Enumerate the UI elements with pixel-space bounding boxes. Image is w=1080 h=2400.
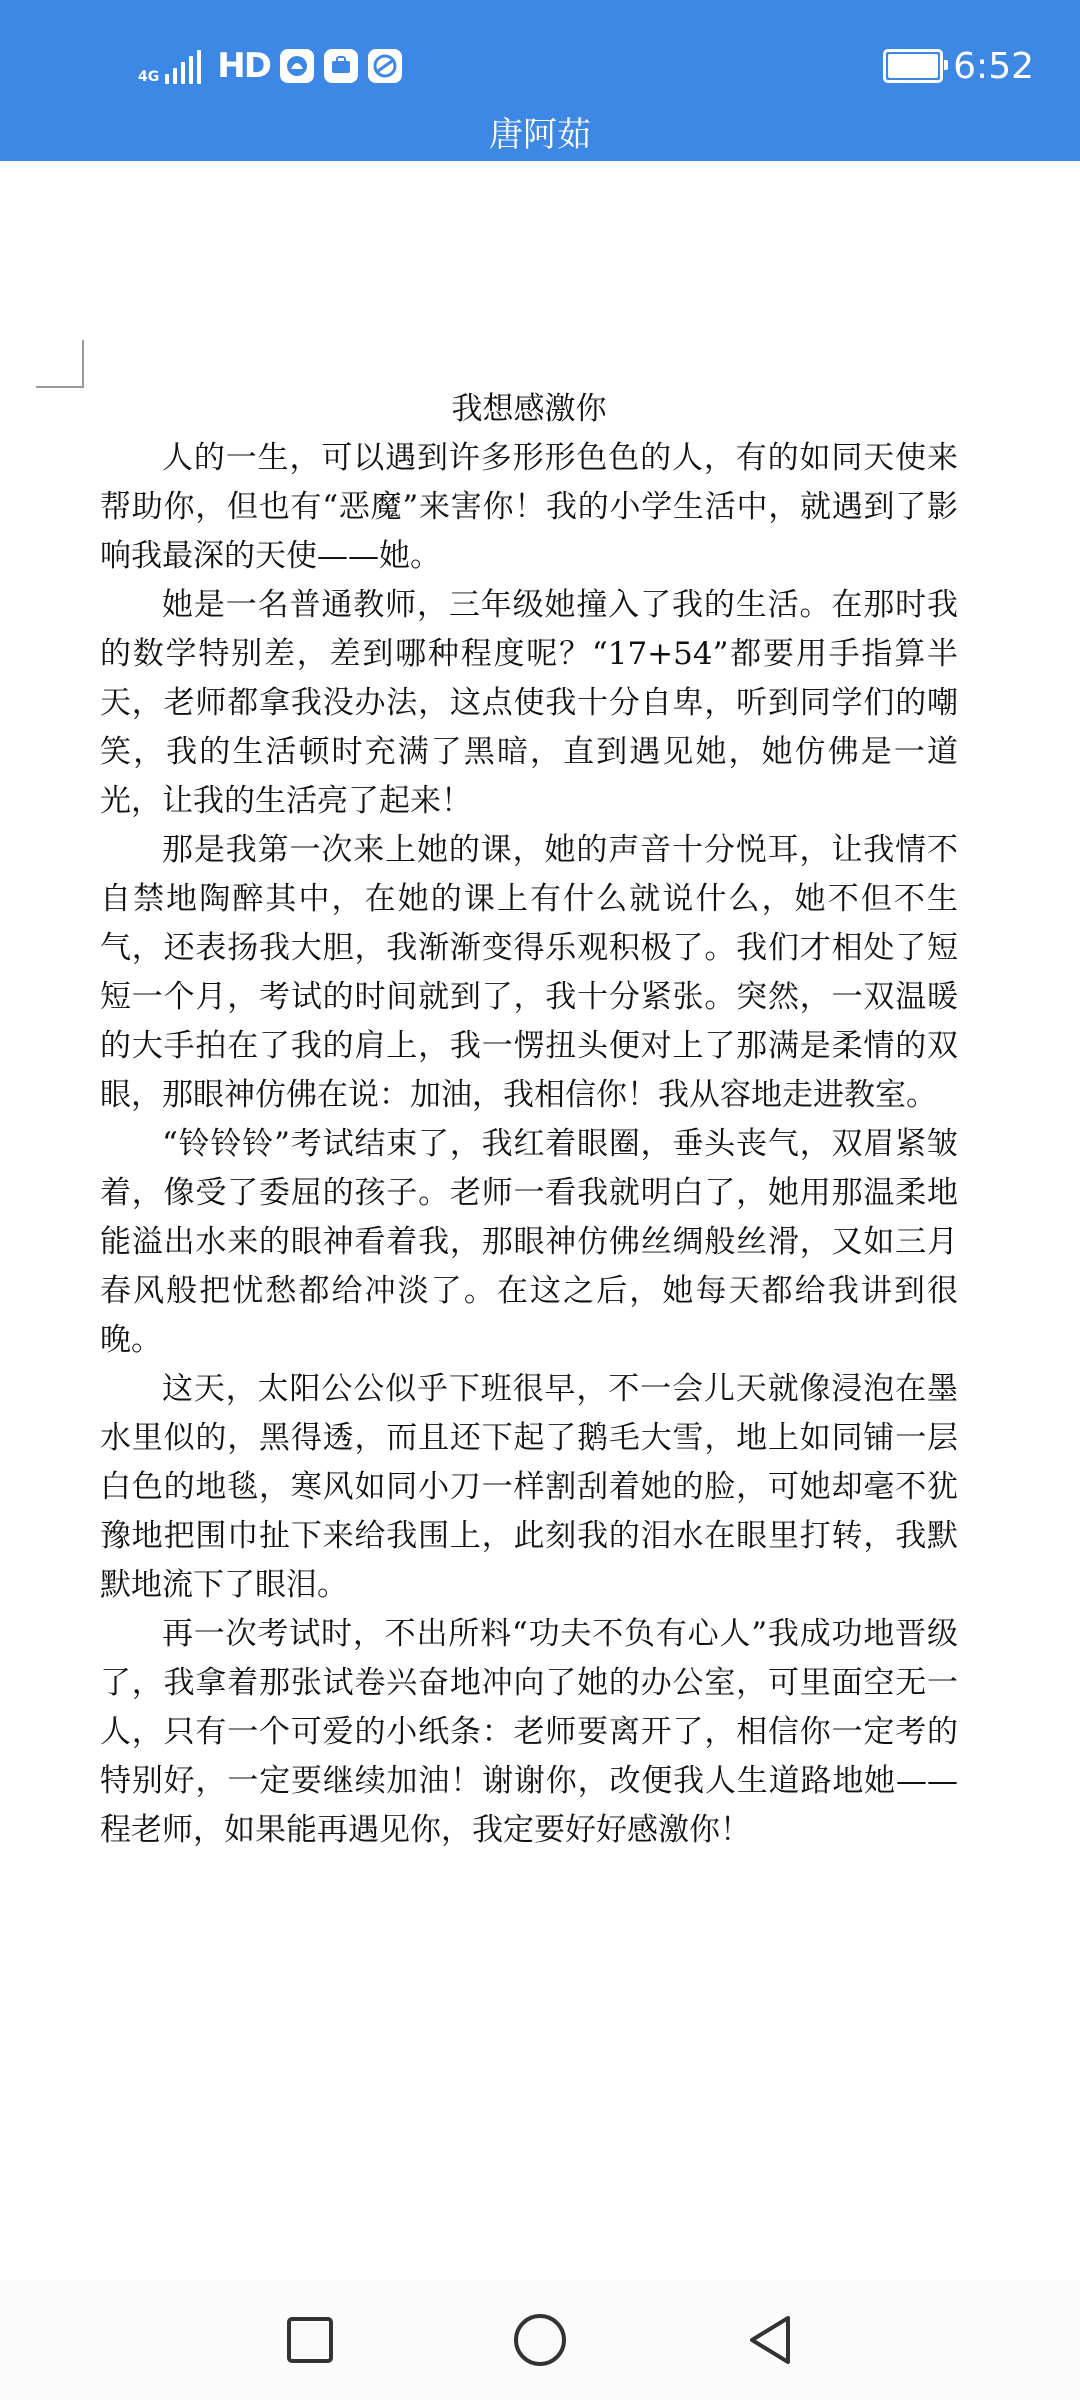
status-bar-right: [883, 44, 1034, 88]
system-navigation-bar: [0, 2280, 1080, 2400]
battery-icon: [883, 49, 943, 83]
document-paragraph: 人的一生，可以遇到许多形形色色的人，有的如同天使来帮助你，但也有“恶魔”来害你！我的小学生活中，就遇到了影响我最深的天使——她。: [100, 440, 958, 574]
circle-icon: [512, 2312, 568, 2368]
document-paragraph: 这天，太阳公公似乎下班很早，不一会儿天就像浸泡在墨水里似的，黑得透，而且还下起了鹅毛大雪，地上如同铺一层白色的地毯，寒风如同小刀一样割刮着她的脸，可她却毫不犹豫地把围巾扯下来给我围上，此刻我的泪水在眼里打转，我默默地流下了眼泪。: [100, 1371, 958, 1603]
status-bar-left: [138, 44, 402, 88]
page-corner-mark: [36, 340, 84, 388]
triangle-back-icon: [744, 2314, 796, 2366]
document-paragraph: “铃铃铃”考试结束了，我红着眼圈，垂头丧气，双眉紧皱着，像受了委屈的孩子。老师一看我就明白了，她用那温柔地能溢出水来的眼神看着我，那眼神仿佛丝绸般丝滑，又如三月春风般把忧愁都给冲淡了。在这之后，她每天都给我讲到很晚。: [100, 1126, 958, 1358]
signal-icon: [138, 48, 201, 84]
document-body: [100, 385, 958, 1855]
browser-app-icon: [368, 49, 402, 83]
back-button[interactable]: [730, 2300, 810, 2380]
document-title: 我想感激你: [451, 391, 607, 427]
status-time: 6:52: [953, 45, 1034, 87]
page-title: 唐阿茹: [489, 115, 591, 155]
home-button[interactable]: [500, 2300, 580, 2380]
document-paragraph: 再一次考试时，不出所料“功夫不负有心人”我成功地晋级了，我拿着那张试卷兴奋地冲向了她的办公室，可里面空无一人，只有一个可爱的小纸条：老师要离开了，相信你一定考的特别好，一定要继续加油！谢谢你，改便我人生道路地她——程老师，如果能再遇见你，我定要好好感激你！: [100, 1616, 958, 1848]
header-bar: [0, 0, 1080, 161]
network-type: 4G: [138, 69, 160, 85]
hd-icon: HD: [217, 46, 270, 86]
square-icon: [285, 2315, 335, 2365]
notification-app-icon: [280, 49, 314, 83]
document-paragraph: 那是我第一次来上她的课，她的声音十分悦耳，让我情不自禁地陶醉其中，在她的课上有什么就说什么，她不但不生气，还表扬我大胆，我渐渐变得乐观积极了。我们才相处了短短一个月，考试的时间就到了，我十分紧张。突然，一双温暖的大手拍在了我的肩上，我一愣扭头便对上了那满是柔情的双眼，那眼神仿佛在说：加油，我相信你！我从容地走进教室。: [100, 832, 958, 1113]
document-paragraph: 她是一名普通教师，三年级她撞入了我的生活。在那时我的数学特别差，差到哪种程度呢？“17+54”都要用手指算半天，老师都拿我没办法，这点使我十分自卑，听到同学们的嘲笑，我的生活顿时充满了黑暗，直到遇见她，她仿佛是一道光，让我的生活亮了起来！: [100, 587, 958, 819]
huawei-app-icon: [324, 49, 358, 83]
recents-button[interactable]: [270, 2300, 350, 2380]
